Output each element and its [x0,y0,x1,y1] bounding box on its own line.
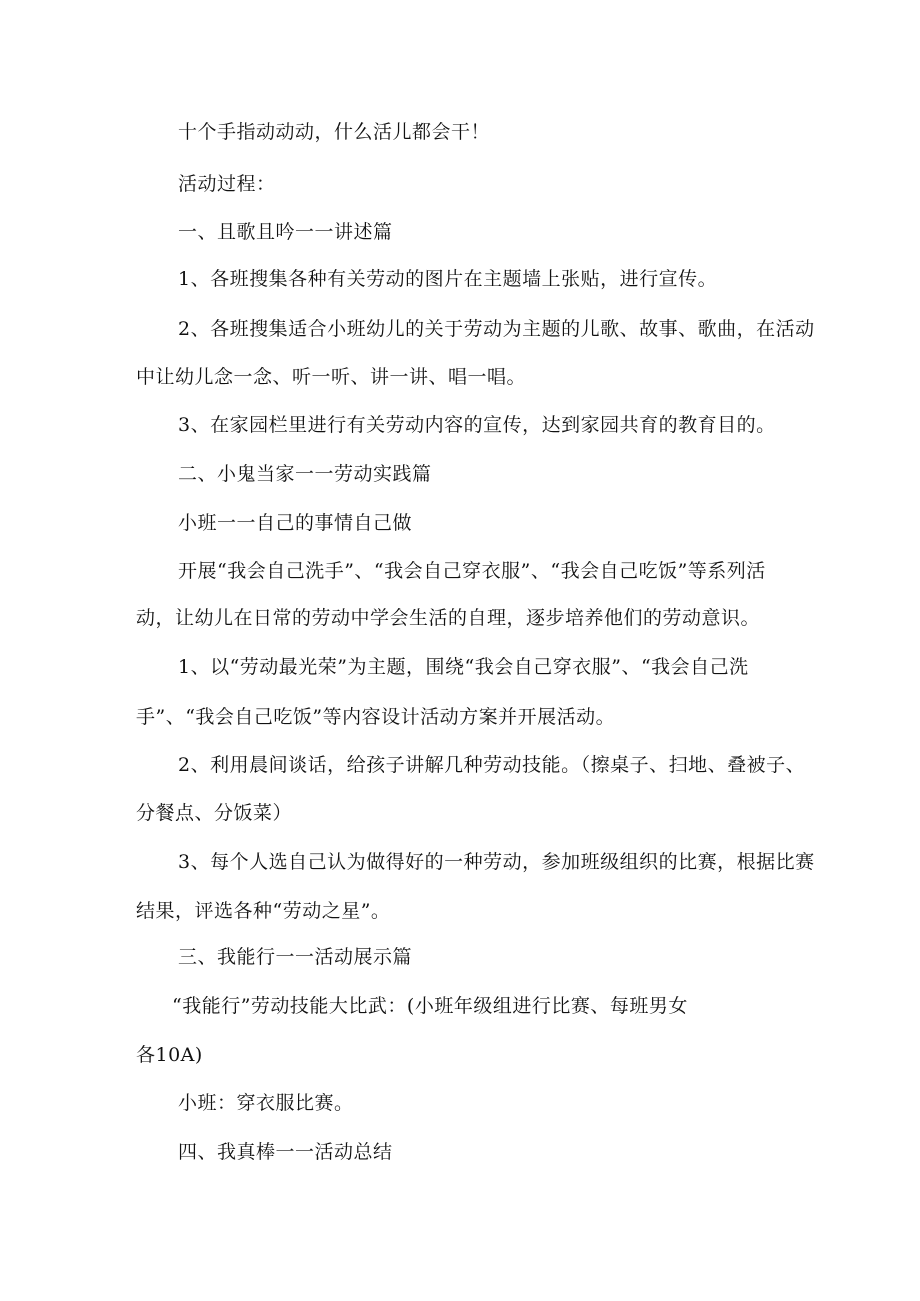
text-line-item-2-2a: 2、利用晨间谈话，给孩子讲解几种劳动技能。（擦桌子、扫地、叠被子、 [178,754,806,776]
text-line-competition-b: 各10A) [136,1044,203,1066]
text-line-item-2-3a: 3、每个人选自己认为做得好的一种劳动，参加班级组织的比赛，根据比赛 [178,851,815,873]
text-line-item-2-1b: 手”、“我会自己吃饭”等内容设计活动方案并开展活动。 [136,706,616,728]
text-line-item-2-2b: 分餐点、分饭菜） [136,802,293,824]
text-line-item-1-3: 3、在家园栏里进行有关劳动内容的宣传，达到家园共育的教育目的。 [178,414,776,436]
text-line-activities-b: 动，让幼儿在日常的劳动中学会生活的自理，逐步培养他们的劳动意识。 [136,607,761,629]
section-heading-3: 三、我能行一一活动展示篇 [178,946,413,968]
text-line-competition-a: “我能行”劳动技能大比武：(小班年级组进行比赛、每班男女 [172,995,688,1017]
text-line-activities-a: 开展“我会自己洗手”、“我会自己穿衣服”、“我会自己吃饭”等系列活 [178,560,766,582]
text-line-item-1-2b: 中让幼儿念一念、听一听、讲一讲、唱一唱。 [136,366,527,388]
section-heading-2: 二、小鬼当家一一劳动实践篇 [178,463,432,485]
section-heading-1: 一、且歌且吟一一讲述篇 [178,221,393,243]
text-line-item-1-2a: 2、各班搜集适合小班幼儿的关于劳动为主题的儿歌、故事、歌曲，在活动 [178,318,815,340]
text-line-item-2-1a: 1、以“劳动最光荣”为主题，围绕“我会自己穿衣服”、“我会自己洗 [178,656,749,678]
text-line-process-heading: 活动过程： [178,173,276,195]
text-line-item-1-1: 1、各班搜集各种有关劳动的图片在主题墙上张贴，进行宣传。 [178,268,718,290]
section-heading-4: 四、我真棒一一活动总结 [178,1141,393,1163]
text-line-intro-rhyme: 十个手指动动动，什么活儿都会干！ [178,121,491,143]
text-line-item-2-3b: 结果，评选各种“劳动之星”。 [136,900,391,922]
subheading-small-class: 小班一一自己的事情自己做 [178,512,413,534]
text-line-small-class-contest: 小班：穿衣服比赛。 [178,1092,354,1114]
